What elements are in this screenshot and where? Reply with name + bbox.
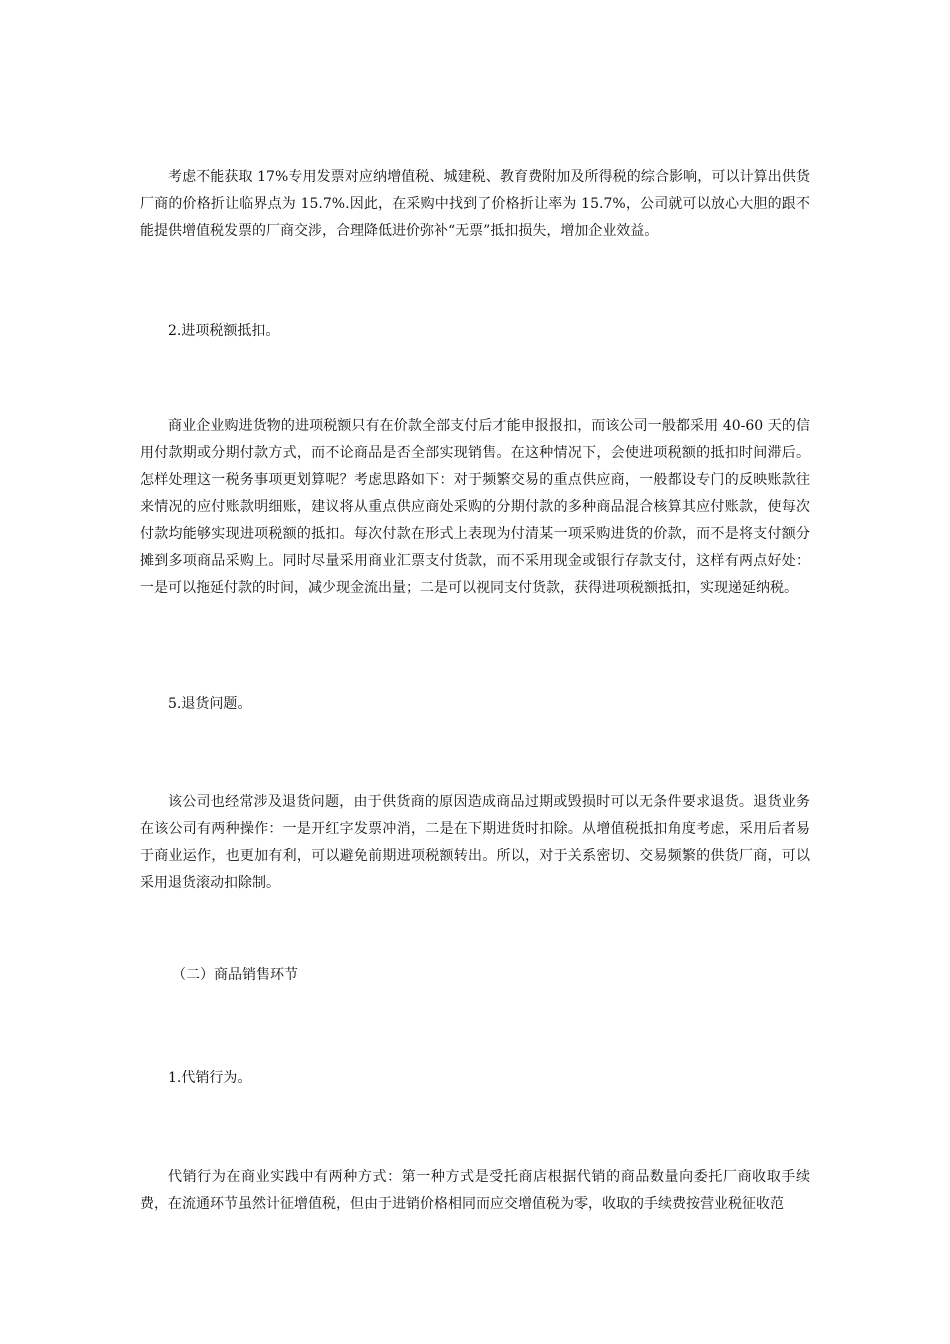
section-heading-sales: （二）商品销售环节 [172, 967, 298, 983]
heading-consignment: 1.代销行为。 [168, 1070, 252, 1086]
heading-input-tax-deduction: 2.进项税额抵扣。 [168, 323, 280, 339]
paragraph-input-tax-deduction: 商业企业购进货物的进项税额只有在价款全部支付后才能申报报扣，而该公司一般都采用 40-60 天的信用付款期或分期付款方式，而不论商品是否全部实现销售。在这种情况下，会使进项税额的抵扣时间滞后。怎样处理这一税务事项更划算呢？考虑思路如下：对于频繁交易的重点供应商，一般都设专门的反映账款往来情况的应付账款明细账，建议将从重点供应商处采购的分期付款的多种商品混合核算其应付账款，使每次付款均能够实现进项税额的抵扣。每次付款在形式上表现为付清某一项采购进货的价款，而不是将支付额分摊到多项商品采购上。同时尽量采用商业汇票支付货款，而不采用现金或银行存款支付，这样有两点好处：一是可以拖延付款的时间，减少现金流出量；二是可以视同支付货款，获得进项税额抵扣，实现递延纳税。 [140, 418, 810, 596]
paragraph-returns: 该公司也经常涉及退货问题，由于供货商的原因造成商品过期或毁损时可以无条件要求退货。退货业务在该公司有两种操作：一是开红字发票冲消，二是在下期进货时扣除。从增值税抵扣角度考虑，采用后者易于商业运作，也更加有利，可以避免前期进项税额转出。所以，对于关系密切、交易频繁的供货厂商，可以采用退货滚动扣除制。 [140, 794, 810, 891]
paragraph-consignment: 代销行为在商业实践中有两种方式：第一种方式是受托商店根据代销的商品数量向委托厂商收取手续费，在流通环节虽然计征增值税，但由于进销价格相同而应交增值税为零，收取的手续费按营业税征收范 [140, 1169, 810, 1212]
heading-returns: 5.退货问题。 [168, 696, 252, 712]
paragraph-price-discount: 考虑不能获取 17%专用发票对应纳增值税、城建税、教育费附加及所得税的综合影响，可以计算出供货厂商的价格折让临界点为 15.7%.因此，在采购中找到了价格折让率为 15.7%，公司就可以放心大胆的跟不能提供增值税发票的厂商交涉，合理降低进价弥补“无票”抵扣损失，增加企业效益。 [140, 169, 810, 239]
